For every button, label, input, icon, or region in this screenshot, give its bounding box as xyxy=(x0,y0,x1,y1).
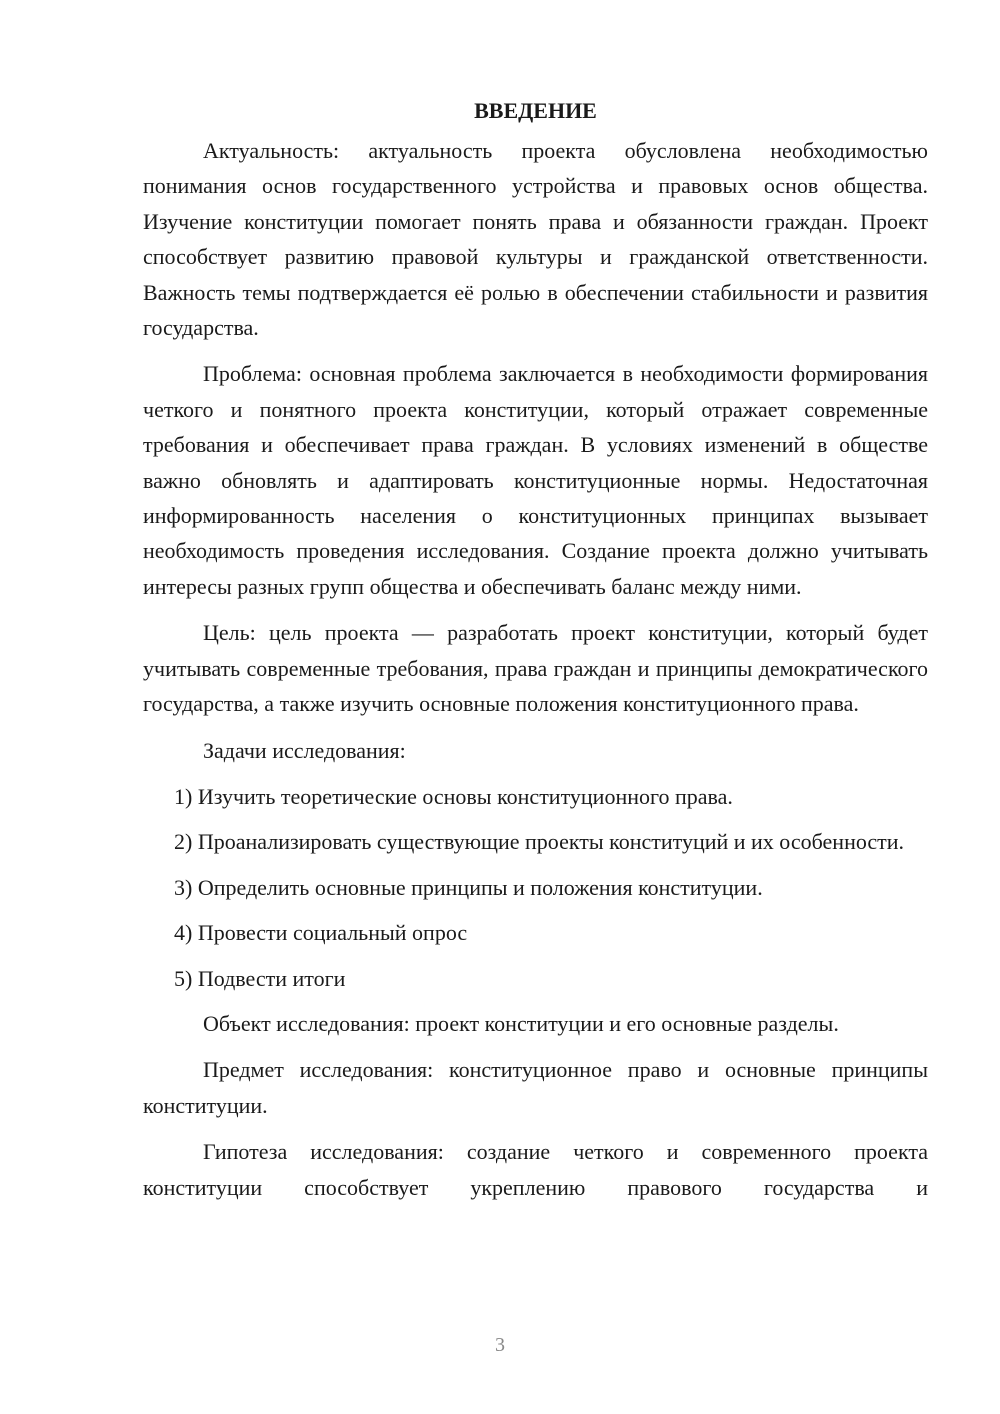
object-paragraph: Объект исследования: проект конституции и его основные разделы. xyxy=(203,1010,839,1036)
goal-paragraph: Цель: цель проекта — разработать проект конституции, который будет учитывать современные требования, права граждан и принципы демократического государства, а также изучить основные положения конституционного права. xyxy=(143,620,928,717)
subject-paragraph: Предмет исследования: конституционное право и основные принципы конституции. xyxy=(143,1057,928,1118)
task-item-3: 3) Определить основные принципы и положения конституции. xyxy=(174,874,763,900)
page-content xyxy=(143,93,928,1205)
task-item-2: 2) Проанализировать существующие проекты конституций и их особенности. xyxy=(174,829,905,855)
relevance-paragraph: Актуальность: актуальность проекта обусловлена необходимостью понимания основ государственного устройства и правовых основ общества. Изучение конституции помогает понять права и обязанности граждан. Проект способствует развитию правовой культуры и гражданской ответственности. Важность темы подтверждается её ролью в обеспечении стабильности и развития государства. xyxy=(143,138,928,341)
task-item-4: 4) Провести социальный опрос xyxy=(174,920,468,946)
task-item-1: 1) Изучить теоретические основы конституционного права. xyxy=(174,783,733,809)
page-number: 3 xyxy=(495,1334,505,1356)
problem-paragraph: Проблема: основная проблема заключается в необходимости формирования четкого и понятного проекта конституции, который отражает современные требования и обеспечивает права граждан. В условиях изменений в обществе важно обновлять и адаптировать конституционные нормы. Недостаточная информированность населения о конституционных принципах вызывает необходимость проведения исследования. Создание проекта должно учитывать интересы разных групп общества и обеспечивать баланс между ними. xyxy=(143,361,928,599)
hypothesis-paragraph: Гипотеза исследования: создание четкого и современного проекта конституции способствует укреплению правового государства и xyxy=(143,1139,928,1200)
page-title: ВВЕДЕНИЕ xyxy=(474,98,597,123)
tasks-title: Задачи исследования: xyxy=(203,737,406,763)
task-item-5: 5) Подвести итоги xyxy=(174,965,346,991)
